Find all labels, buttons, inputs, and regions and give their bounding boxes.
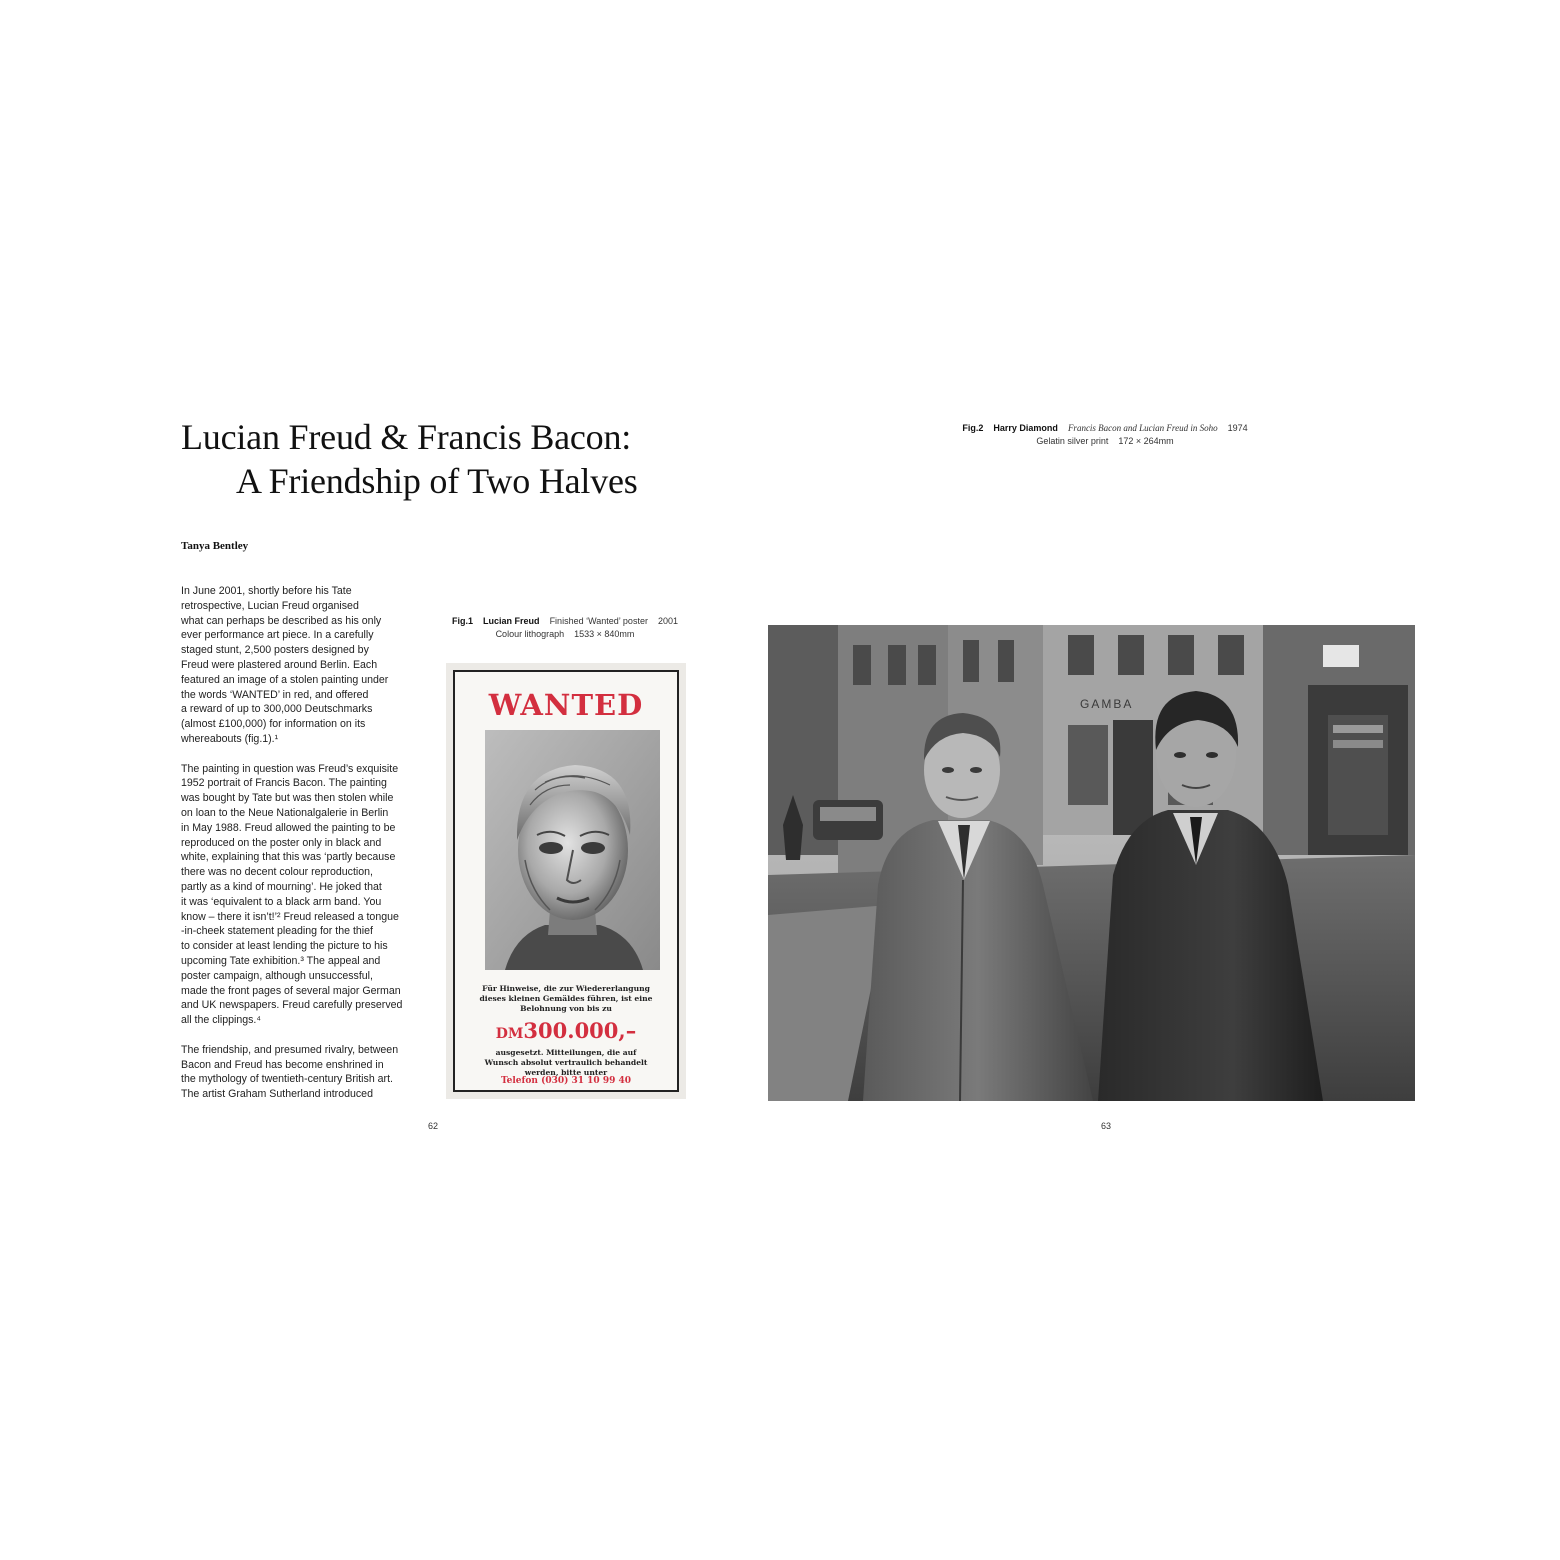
fig2-work: Francis Bacon and Lucian Freud in Soho (1067, 423, 1218, 433)
wanted-poster (453, 670, 679, 1092)
title-line-2: A Friendship of Two Halves (236, 461, 638, 501)
body-line: whereabouts (fig.1).¹ (181, 732, 279, 745)
fig1-dimensions: 1533 × 840mm (574, 629, 635, 639)
poster-contact-text (463, 1048, 669, 1078)
article-title (181, 415, 638, 503)
body-line: In June 2001, shortly before his Tate (181, 585, 352, 597)
author-byline: Tanya Bentley (181, 540, 249, 552)
poster-text-line-2: dieses kleinen Gemäldes führen, ist eine (479, 994, 653, 1003)
poster-text-line-1: Für Hinweise, die zur Wiedererlangung (482, 984, 650, 993)
body-line: reproduced on the poster only in black and (181, 836, 382, 849)
body-line: there was no decent colour reproduction, (181, 866, 373, 879)
fig2-caption-line2 (950, 435, 1260, 448)
page-number-left: 62 (428, 1121, 439, 1131)
body-line: was bought by Tate but was then stolen while (181, 792, 394, 805)
body-line: The artist Graham Sutherland introduced (181, 1088, 373, 1101)
fig2-caption (950, 422, 1260, 448)
fig2-caption-line1 (950, 422, 1260, 435)
body-line: partly as a kind of mourning’. He joked that (181, 880, 382, 893)
body-line: and UK newspapers. Freud carefully preserved (181, 999, 403, 1012)
body-line: to consider at least lending the picture to his (181, 940, 388, 953)
fig1-caption-line1 (440, 615, 690, 628)
poster-text2-line-3: werden, bitte unter (524, 1068, 608, 1077)
fig1-label: Fig.1 (452, 616, 474, 626)
fig1-caption (440, 615, 690, 641)
poster-text-line-3: Belohnung von bis zu (520, 1004, 612, 1013)
body-text-column (181, 584, 426, 1117)
fig2-dimensions: 172 × 264mm (1118, 436, 1174, 446)
poster-text2-line-1: ausgesetzt. Mitteilungen, die auf (495, 1048, 637, 1057)
fig1-artist: Lucian Freud (483, 616, 540, 626)
body-line: 1952 portrait of Francis Bacon. The painting (181, 777, 387, 790)
body-line: the words ‘WANTED’ in red, and offered (181, 688, 369, 701)
title-line-1: Lucian Freud & Francis Bacon: (181, 417, 632, 457)
fig1-work: Finished ‘Wanted’ poster (549, 616, 648, 626)
body-line: upcoming Tate exhibition.³ The appeal and (181, 954, 381, 967)
soho-street-photograph (768, 625, 1415, 1101)
body-line: made the front pages of several major German (181, 984, 401, 997)
poster-reward-amount (455, 1018, 677, 1043)
body-line: what can perhaps be described as his only (181, 614, 382, 627)
body-line: know – there it isn’t!’² Freud released a tongue (181, 910, 399, 923)
poster-reward-text (463, 984, 669, 1014)
fig1-year: 2001 (657, 616, 678, 626)
page-number-right: 63 (1101, 1121, 1112, 1131)
body-line: featured an image of a stolen painting under (181, 673, 389, 686)
body-line: (almost £100,000) for information on its (181, 718, 366, 731)
body-paragraph (181, 762, 426, 1028)
body-line: Bacon and Freud has become enshrined in (181, 1058, 384, 1071)
poster-amount-value: 300.000,– (523, 1018, 637, 1043)
body-line: poster campaign, although unsuccessful, (181, 969, 373, 982)
fig1-medium: Colour lithograph (495, 629, 565, 639)
fig2-medium: Gelatin silver print (1036, 436, 1109, 446)
body-line: -in-cheek statement pleading for the thief (181, 925, 373, 938)
fig2-year: 1974 (1227, 423, 1248, 433)
body-line: The friendship, and presumed rivalry, between (181, 1043, 399, 1056)
poster-headline: WANTED (488, 688, 644, 722)
body-line: a reward of up to 300,000 Deutschmarks (181, 703, 373, 716)
poster-amount-prefix: DM (495, 1026, 524, 1042)
body-line: The painting in question was Freud’s exquisite (181, 762, 399, 775)
body-line: retrospective, Lucian Freud organised (181, 599, 359, 612)
body-line: in May 1988. Freud allowed the painting to be (181, 821, 396, 834)
body-line: Freud were plastered around Berlin. Each (181, 658, 378, 671)
body-line: ever performance art piece. In a carefully (181, 629, 374, 642)
body-line: staged stunt, 2,500 posters designed by (181, 644, 369, 657)
body-line: on loan to the Neue Nationalgalerie in Berlin (181, 806, 389, 819)
poster-text2-line-2: Wunsch absolut vertraulich behandelt (484, 1058, 648, 1067)
body-line: the mythology of twentieth-century British art. (181, 1073, 393, 1086)
wanted-poster-figure (446, 663, 686, 1099)
fig2-artist: Harry Diamond (993, 423, 1058, 433)
body-paragraph (181, 584, 426, 747)
body-paragraph (181, 1043, 426, 1102)
body-line: white, explaining that this was ‘partly because (181, 851, 396, 864)
body-line: all the clippings.⁴ (181, 1014, 261, 1027)
fig2-label: Fig.2 (962, 423, 984, 433)
fig1-caption-line2 (440, 628, 690, 641)
body-line: it was ‘equivalent to a black arm band. You (181, 895, 382, 908)
bacon-portrait-drawing (485, 730, 660, 970)
poster-phone: Telefon (030) 31 10 99 40 (500, 1076, 632, 1086)
shop-sign-text: GAMBA (1080, 697, 1134, 711)
